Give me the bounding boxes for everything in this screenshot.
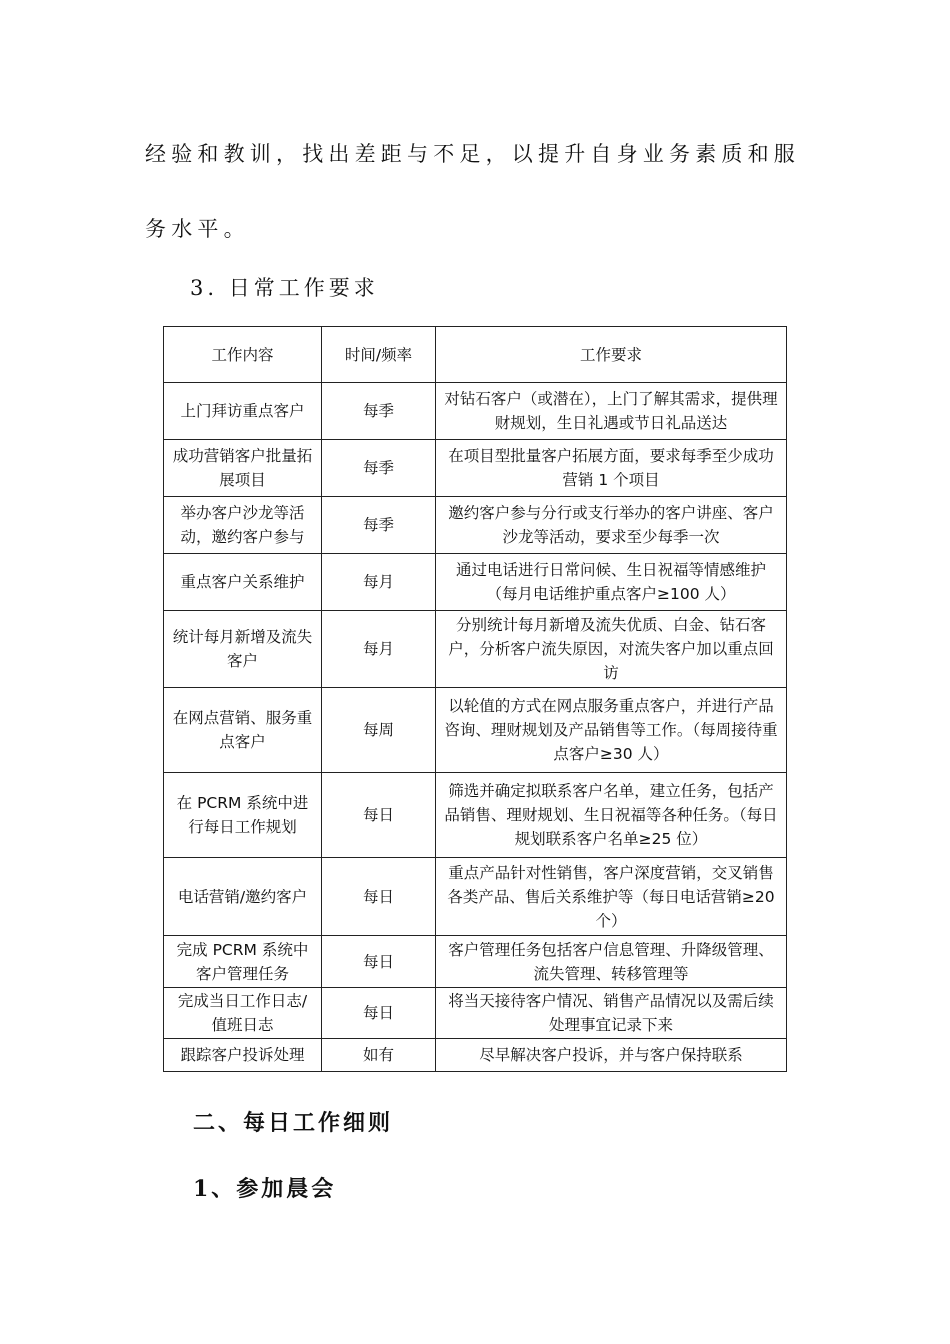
task-cell: 统计每月新增及流失客户 bbox=[164, 611, 322, 688]
section-heading: 3. 日常工作要求 bbox=[190, 276, 379, 300]
table-row bbox=[164, 1039, 787, 1072]
task-cell: 成功营销客户批量拓展项目 bbox=[164, 440, 322, 497]
task-cell: 在网点营销、服务重点客户 bbox=[164, 688, 322, 773]
table-row bbox=[164, 440, 787, 497]
requirement-cell: 通过电话进行日常问候、生日祝福等情感维护（每月电话维护重点客户≥100 人） bbox=[436, 554, 787, 611]
table-header-row bbox=[164, 327, 787, 383]
requirement-cell: 在项目型批量客户拓展方面，要求每季至少成功营销 1 个项目 bbox=[436, 440, 787, 497]
heading-morning-meeting: 1、参加晨会 bbox=[193, 1176, 337, 1202]
task-cell: 上门拜访重点客户 bbox=[164, 383, 322, 440]
table-row bbox=[164, 936, 787, 988]
heading-daily-rules: 二、每日工作细则 bbox=[193, 1110, 394, 1136]
requirement-cell: 筛选并确定拟联系客户名单，建立任务，包括产品销售、理财规划、生日祝福等各种任务。（每日规划联系客户名单≥25 位） bbox=[436, 773, 787, 858]
frequency-cell: 每日 bbox=[322, 773, 436, 858]
requirement-cell: 客户管理任务包括客户信息管理、升降级管理、流失管理、转移管理等 bbox=[436, 936, 787, 988]
table-row bbox=[164, 497, 787, 554]
table-row bbox=[164, 988, 787, 1039]
frequency-cell: 每月 bbox=[322, 554, 436, 611]
task-cell: 举办客户沙龙等活动，邀约客户参与 bbox=[164, 497, 322, 554]
frequency-cell: 每周 bbox=[322, 688, 436, 773]
task-cell: 电话营销/邀约客户 bbox=[164, 858, 322, 936]
table-row bbox=[164, 688, 787, 773]
table-row bbox=[164, 611, 787, 688]
table-row bbox=[164, 554, 787, 611]
frequency-cell: 每日 bbox=[322, 936, 436, 988]
frequency-cell: 每季 bbox=[322, 440, 436, 497]
work-requirements-table bbox=[163, 326, 787, 1072]
table-row bbox=[164, 383, 787, 440]
frequency-cell: 每日 bbox=[322, 988, 436, 1039]
task-cell: 重点客户关系维护 bbox=[164, 554, 322, 611]
header-frequency: 时间/频率 bbox=[322, 327, 436, 383]
requirement-cell: 邀约客户参与分行或支行举办的客户讲座、客户沙龙等活动，要求至少每季一次 bbox=[436, 497, 787, 554]
task-cell: 在 PCRM 系统中进行每日工作规划 bbox=[164, 773, 322, 858]
frequency-cell: 每季 bbox=[322, 383, 436, 440]
header-requirement: 工作要求 bbox=[436, 327, 787, 383]
table-row bbox=[164, 858, 787, 936]
requirement-cell: 重点产品针对性销售，客户深度营销，交叉销售各类产品、售后关系维护等（每日电话营销≥20 个） bbox=[436, 858, 787, 936]
requirement-cell: 将当天接待客户情况、销售产品情况以及需后续处理事宜记录下来 bbox=[436, 988, 787, 1039]
task-cell: 跟踪客户投诉处理 bbox=[164, 1039, 322, 1072]
requirement-cell: 尽早解决客户投诉，并与客户保持联系 bbox=[436, 1039, 787, 1072]
intro-paragraph: 经验和教训，找出差距与不足，以提升自身业务素质和服务水平。 bbox=[145, 142, 800, 241]
frequency-cell: 每月 bbox=[322, 611, 436, 688]
frequency-cell: 每季 bbox=[322, 497, 436, 554]
frequency-cell: 每日 bbox=[322, 858, 436, 936]
requirement-cell: 分别统计每月新增及流失优质、白金、钻石客户，分析客户流失原因，对流失客户加以重点回访 bbox=[436, 611, 787, 688]
task-cell: 完成 PCRM 系统中客户管理任务 bbox=[164, 936, 322, 988]
requirement-cell: 对钻石客户（或潜在），上门了解其需求，提供理财规划，生日礼遇或节日礼品送达 bbox=[436, 383, 787, 440]
header-task: 工作内容 bbox=[164, 327, 322, 383]
task-cell: 完成当日工作日志/值班日志 bbox=[164, 988, 322, 1039]
frequency-cell: 如有 bbox=[322, 1039, 436, 1072]
requirement-cell: 以轮值的方式在网点服务重点客户，并进行产品咨询、理财规划及产品销售等工作。（每周接待重点客户≥30 人） bbox=[436, 688, 787, 773]
table-row bbox=[164, 773, 787, 858]
